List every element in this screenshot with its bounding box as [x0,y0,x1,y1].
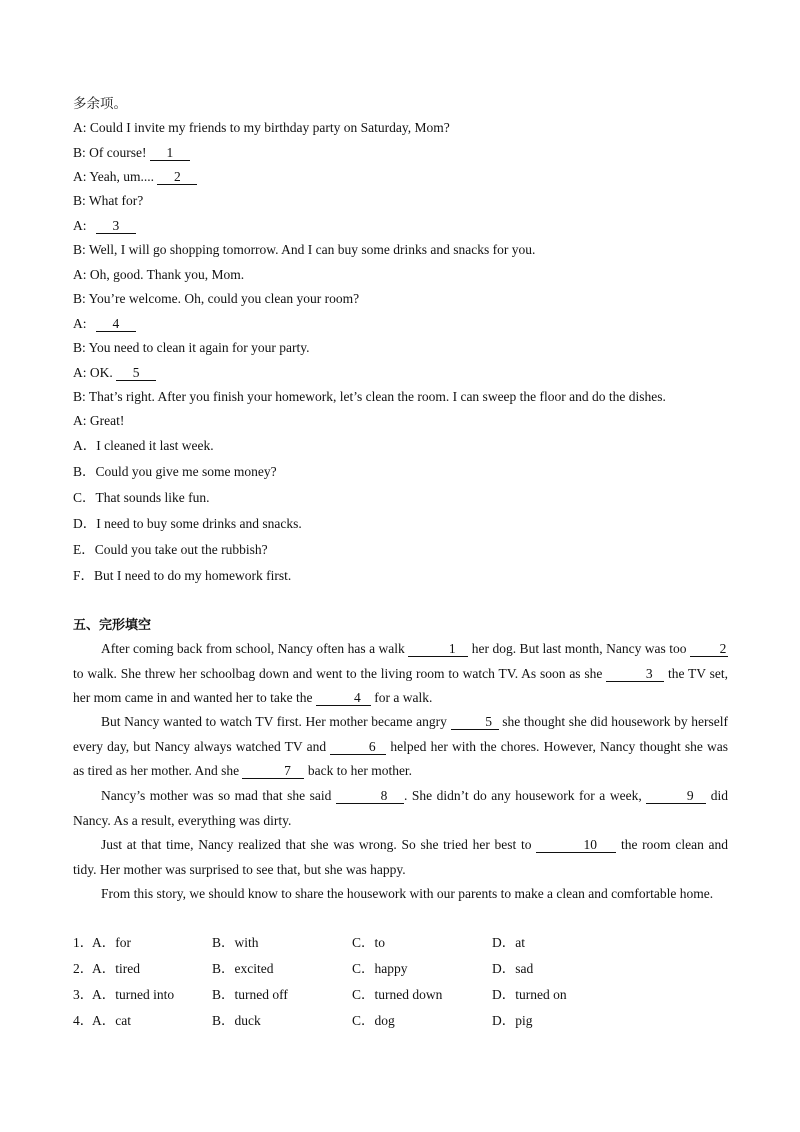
cloze-blank-4[interactable]: 4 [316,691,371,706]
choice-c[interactable]: C．happy [352,961,408,976]
blank-1[interactable]: 1 [150,146,190,161]
choice-a[interactable]: A．cat [92,1013,131,1028]
cloze-blank-3[interactable]: 3 [606,667,664,682]
cloze-blank-9[interactable]: 9 [646,789,706,804]
option-b: B．Could you give me some money? [73,464,277,479]
question-number: 3． [73,987,94,1002]
intro-tail: 多余项。 [73,96,127,112]
choice-d[interactable]: D．at [492,935,525,950]
question-number: 1． [73,935,94,950]
option-e: E．Could you take out the rubbish? [73,542,268,557]
option-c: C．That sounds like fun. [73,490,210,505]
blank-2[interactable]: 2 [157,170,197,185]
option-d: D．I need to buy some drinks and snacks. [73,516,302,531]
passage-paragraph-4: Just at that time, Nancy realized that she was wrong. So she tried her best to 10 the room clean and tidy. Her mother was surprised to see that, but she was happy. [73,837,729,877]
section-title: 五、完形填空 [73,618,152,633]
cloze-blank-1[interactable]: 1 [408,642,468,657]
cloze-blank-6[interactable]: 6 [330,740,386,755]
choice-d[interactable]: D．pig [492,1013,533,1028]
choice-b[interactable]: B．turned off [212,987,288,1002]
choice-c[interactable]: C．dog [352,1013,395,1028]
option-a: A．I cleaned it last week. [73,438,214,453]
cloze-blank-5[interactable]: 5 [451,715,499,730]
dialogue-line-6: B: Well, I will go shopping tomorrow. And I can buy some drinks and snacks for you. [73,242,536,257]
dialogue-line-7: A: Oh, good. Thank you, Mom. [73,267,245,282]
passage-paragraph-2: But Nancy wanted to watch TV first. Her mother became angry 5 she thought she did housework by herself every day, but Nancy always watched TV and 6 helped her with the chores. However, Nancy thought she was as tired as her mother. And she 7 back to her mother. [73,714,729,778]
choice-d[interactable]: D．turned on [492,987,567,1002]
passage-paragraph-5: From this story, we should know to share the housework with our parents to make a clean and comfortable home. [101,886,714,901]
choice-d[interactable]: D．sad [492,961,534,976]
choice-a[interactable]: A．turned into [92,987,175,1002]
dialogue-line-4: B: What for? [73,193,144,208]
dialogue-line-11: A: OK. 5 [73,364,156,382]
dialogue-line-5: A: 3 [73,217,136,235]
blank-4[interactable]: 4 [96,317,136,332]
choice-b[interactable]: B．duck [212,1013,261,1028]
choice-c[interactable]: C．turned down [352,987,443,1002]
choice-b[interactable]: B．excited [212,961,274,976]
cloze-blank-8[interactable]: 8 [336,789,404,804]
choice-b[interactable]: B．with [212,935,259,950]
dialogue-line-13: A: Great! [73,413,125,428]
dialogue-line-8: B: You’re welcome. Oh, could you clean your room? [73,291,360,306]
question-number: 2． [73,961,94,976]
dialogue-line-2: B: Of course! 1 [73,144,190,162]
choice-c[interactable]: C．to [352,935,386,950]
question-number: 4． [73,1013,94,1028]
cloze-blank-7[interactable]: 7 [242,764,304,779]
passage-paragraph-3: Nancy’s mother was so mad that she said 8 . She didn’t do any housework for a week, 9 did Nancy. As a result, everything was dirty. [73,788,729,828]
dialogue-line-3: A: Yeah, um.... 2 [73,168,197,186]
choice-a[interactable]: A．tired [92,961,140,976]
blank-5[interactable]: 5 [116,366,156,381]
cloze-blank-2[interactable]: 2 [690,642,728,657]
dialogue-line-9: A: 4 [73,315,136,333]
dialogue-line-10: B: You need to clean it again for your party. [73,340,310,355]
passage-paragraph-1: After coming back from school, Nancy often has a walk 1 her dog. But last month, Nancy was too 2 to walk. She threw her schoolbag down and went to the living room to watch TV. As soon as she 3 the TV set, her mom came in and wanted her to take the 4 for a walk. [73,641,728,705]
choice-a[interactable]: A．for [92,935,131,950]
dialogue-line-12: B: That’s right. After you finish your homework, let’s clean the room. I can sweep the floor and do the dishes. [73,389,666,404]
dialogue-line-1: A: Could I invite my friends to my birthday party on Saturday, Mom? [73,120,450,135]
option-f: F．But I need to do my homework first. [73,568,292,583]
cloze-blank-10[interactable]: 10 [536,838,616,853]
blank-3[interactable]: 3 [96,219,136,234]
